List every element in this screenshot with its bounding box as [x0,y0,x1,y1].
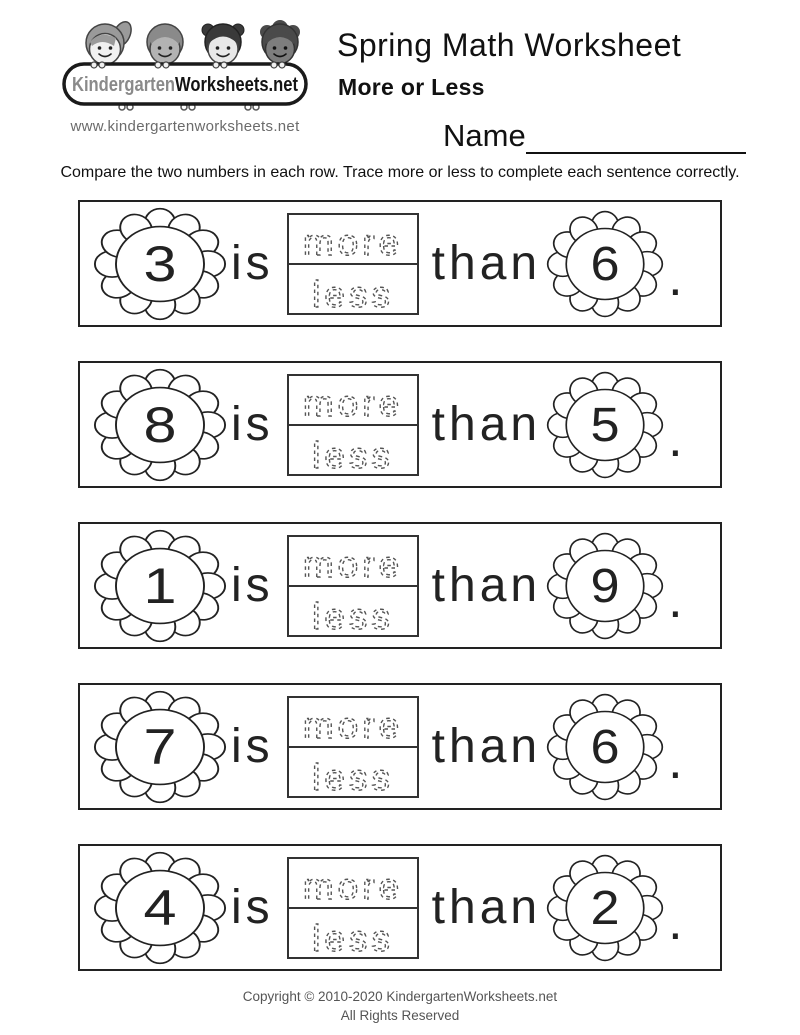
exercise-row-1 [78,200,722,327]
left-number: 3 [143,234,177,292]
left-number: 8 [143,395,177,453]
flower-right [546,854,664,962]
sentence-period: . [668,570,683,629]
copyright-text: Copyright © 2010-2020 KindergartenWorksheets.net [242,989,558,1004]
flower-left [93,690,227,804]
trace-more-target[interactable] [289,537,417,585]
trace-more-target[interactable] [289,698,417,746]
flower-left [93,851,227,965]
trace-more-target[interactable] [289,376,417,424]
trace-less-target[interactable] [289,909,417,957]
svg-text:less: less [311,756,394,796]
name-label: Name [443,118,526,153]
flower-left [93,368,227,482]
name-field [443,118,746,154]
trace-less-target[interactable] [289,426,417,474]
logo-text: KindergartenWorksheets.net [72,74,310,96]
word-than: than [431,881,542,934]
exercise-rows [78,200,722,1005]
left-number: 4 [143,878,177,936]
flower-right [546,371,664,479]
name-blank-line[interactable] [526,120,746,154]
svg-text:less: less [311,434,394,474]
trace-less-target[interactable] [289,748,417,796]
trace-box [287,857,419,959]
rights-text: All Rights Reserved [340,1007,460,1023]
site-url: www.kindergartenworksheets.net [70,118,300,135]
svg-text:more: more [302,865,403,907]
svg-text:more: more [302,221,403,263]
word-than: than [431,559,542,612]
footer [0,988,800,1026]
exercise-row-3 [78,522,722,649]
word-is: is [231,559,274,612]
svg-text:less: less [311,273,394,313]
left-number: 7 [143,717,177,775]
page-subtitle: More or Less [338,74,485,100]
flower-left [93,529,227,643]
instructions-text: Compare the two numbers in each row. Trace more or less to complete each sentence correctly. [60,164,740,181]
page-title: Spring Math Worksheet [337,27,682,63]
exercise-row-5 [78,844,722,971]
left-number: 1 [143,556,177,614]
trace-less-target[interactable] [289,265,417,313]
right-number: 6 [590,236,620,291]
word-than: than [431,720,542,773]
sentence-period: . [668,731,683,790]
right-number: 9 [590,558,620,613]
word-is: is [231,881,274,934]
kid-boy-curly-icon [260,20,300,64]
site-logo [60,16,310,119]
trace-box [287,213,419,315]
svg-text:less: less [311,595,394,635]
flower-right [546,532,664,640]
sentence-period: . [668,892,683,951]
right-number: 5 [590,397,620,452]
kid-girl-ponytail-icon [86,19,135,65]
kids-logo-illustration [60,16,310,114]
sentence-period: . [668,409,683,468]
svg-text:more: more [302,543,403,585]
trace-box [287,374,419,476]
right-number: 2 [590,880,620,935]
svg-text:more: more [302,704,403,746]
svg-text:less: less [311,917,394,957]
kid-boy-bowlcut-icon [147,24,183,64]
trace-box [287,535,419,637]
word-is: is [231,720,274,773]
trace-more-target[interactable] [289,859,417,907]
flower-right [546,693,664,801]
flower-right [546,210,664,318]
right-number: 6 [590,719,620,774]
flower-left [93,207,227,321]
word-than: than [431,237,542,290]
kid-girl-pigtails-icon [202,24,244,64]
sentence-period: . [668,248,683,307]
exercise-row-2 [78,361,722,488]
trace-box [287,696,419,798]
word-is: is [231,398,274,451]
word-than: than [431,398,542,451]
trace-less-target[interactable] [289,587,417,635]
trace-more-target[interactable] [289,215,417,263]
svg-text:more: more [302,382,403,424]
word-is: is [231,237,274,290]
exercise-row-4 [78,683,722,810]
